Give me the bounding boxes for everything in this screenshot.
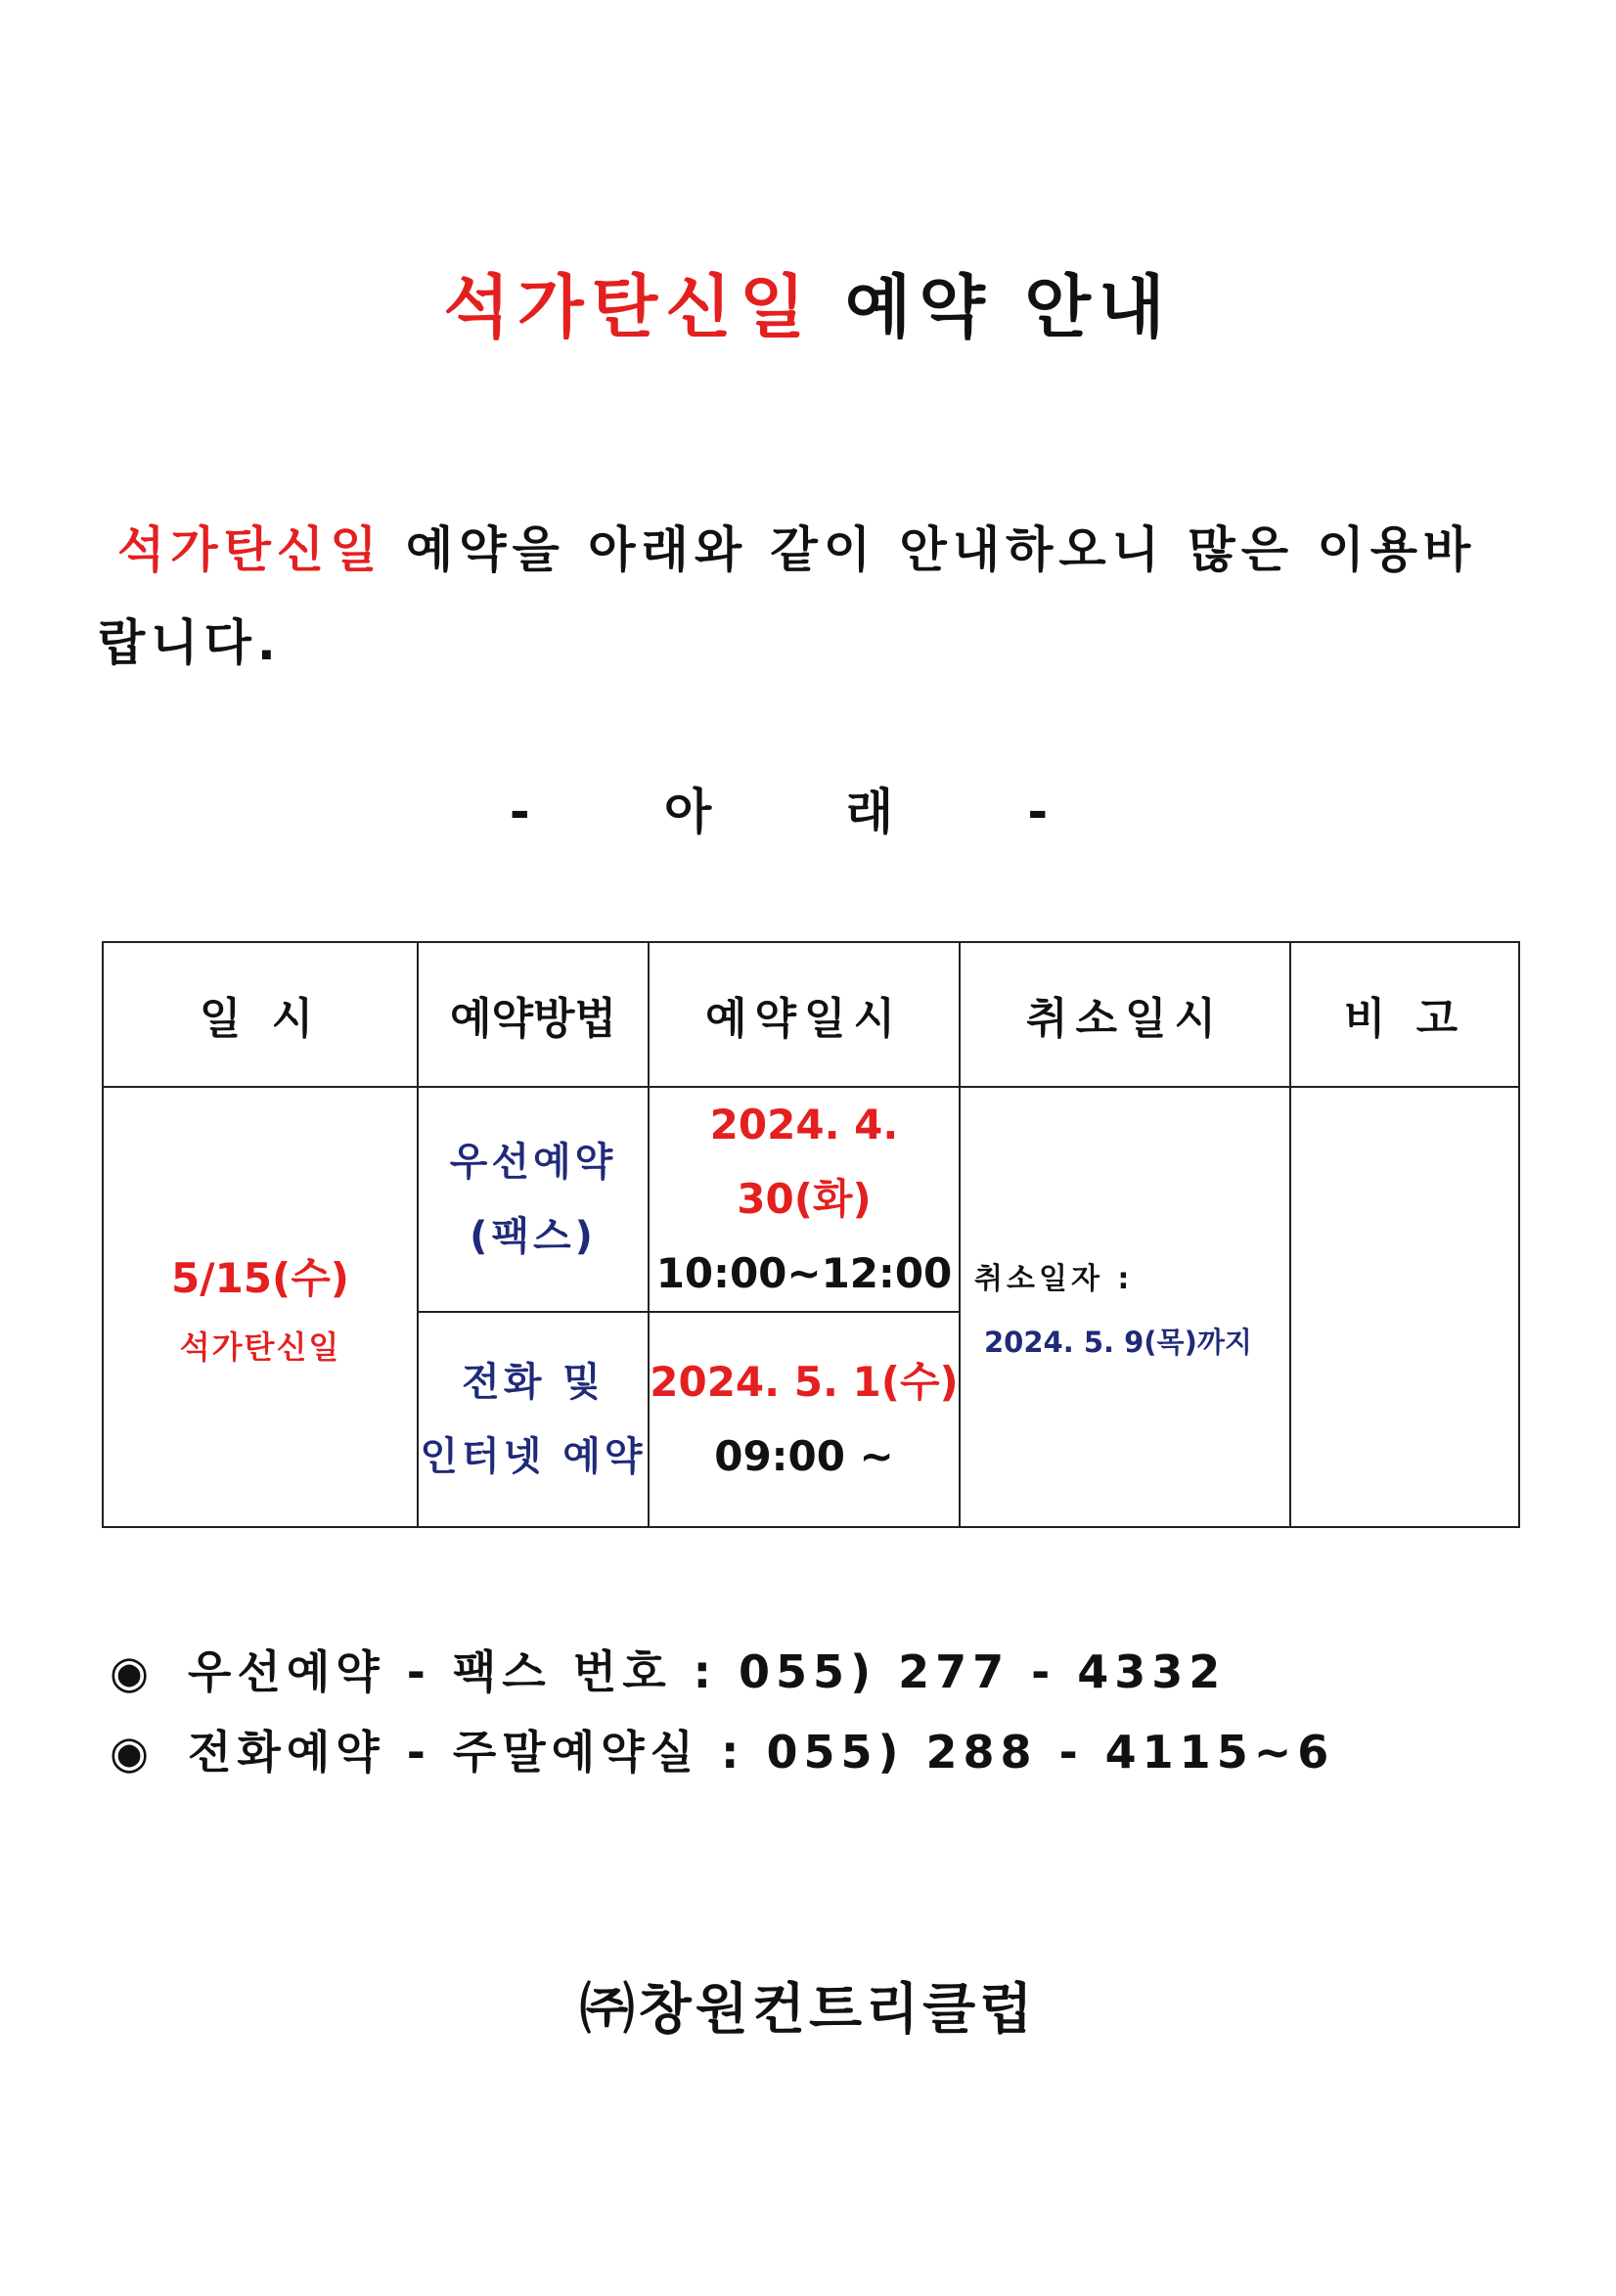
intro-line2: 랍니다. (98, 614, 282, 671)
table-header-row (103, 942, 1519, 1087)
contact-item-phone (110, 1712, 1334, 1792)
method-line1: 우선예약 (449, 1140, 617, 1185)
contact-text: 전화예약 - 주말예약실 : 055) 288 - 4115~6 (188, 1726, 1335, 1778)
method-cell (418, 1087, 649, 1312)
cancel-cell (960, 1087, 1290, 1527)
cancel-date: 2024. 5. 9(목)까지 (984, 1325, 1252, 1359)
below-heading: - 아 래 - (509, 784, 1107, 840)
header-cancel-time: 취소일시 (960, 942, 1290, 1087)
page-title (0, 252, 1616, 351)
title-rest: 예약 안내 (813, 267, 1173, 347)
reservation-table (102, 941, 1520, 1528)
contact-item-fax (110, 1632, 1334, 1712)
method-cell (418, 1312, 649, 1527)
header-date: 일 시 (103, 942, 418, 1087)
reservation-time: 09:00 ~ (714, 1432, 894, 1480)
event-date-cell (103, 1087, 418, 1527)
reservation-date: 2024. 5. 1(수) (650, 1358, 959, 1406)
bullet-icon: ◉ (110, 1645, 156, 1698)
intro-line1: 예약을 아래와 같이 안내하오니 많은 이용바 (382, 521, 1477, 578)
reservation-time: 10:00~12:00 (655, 1249, 953, 1297)
header-remarks: 비 고 (1290, 942, 1519, 1087)
intro-paragraph (98, 504, 1565, 690)
header-method: 예약방법 (418, 942, 649, 1087)
remarks-cell (1290, 1087, 1519, 1527)
contact-text: 우선예약 - 팩스 번호 : 055) 277 - 4332 (188, 1645, 1227, 1698)
event-name: 석가탄신일 (179, 1328, 341, 1366)
method-line2: (팩스) (470, 1214, 597, 1259)
method-line2: 인터넷 예약 (420, 1434, 647, 1479)
reservation-datetime-cell (649, 1087, 960, 1312)
method-line1: 전화 및 (462, 1360, 605, 1405)
bullet-icon: ◉ (110, 1726, 156, 1778)
intro-highlight: 석가탄신일 (117, 521, 383, 578)
title-highlight: 석가탄신일 (443, 267, 814, 347)
event-date: 5/15(수) (171, 1254, 349, 1302)
contact-list (110, 1632, 1334, 1792)
cancel-label: 취소일자 : (974, 1261, 1134, 1296)
header-reservation-time: 예약일시 (649, 942, 960, 1087)
reservation-date: 2024. 4. 30(화) (709, 1101, 899, 1223)
reservation-datetime-cell (649, 1312, 960, 1527)
table-row (103, 1087, 1519, 1312)
company-name: ㈜창원컨트리클럽 (579, 1978, 1037, 2042)
